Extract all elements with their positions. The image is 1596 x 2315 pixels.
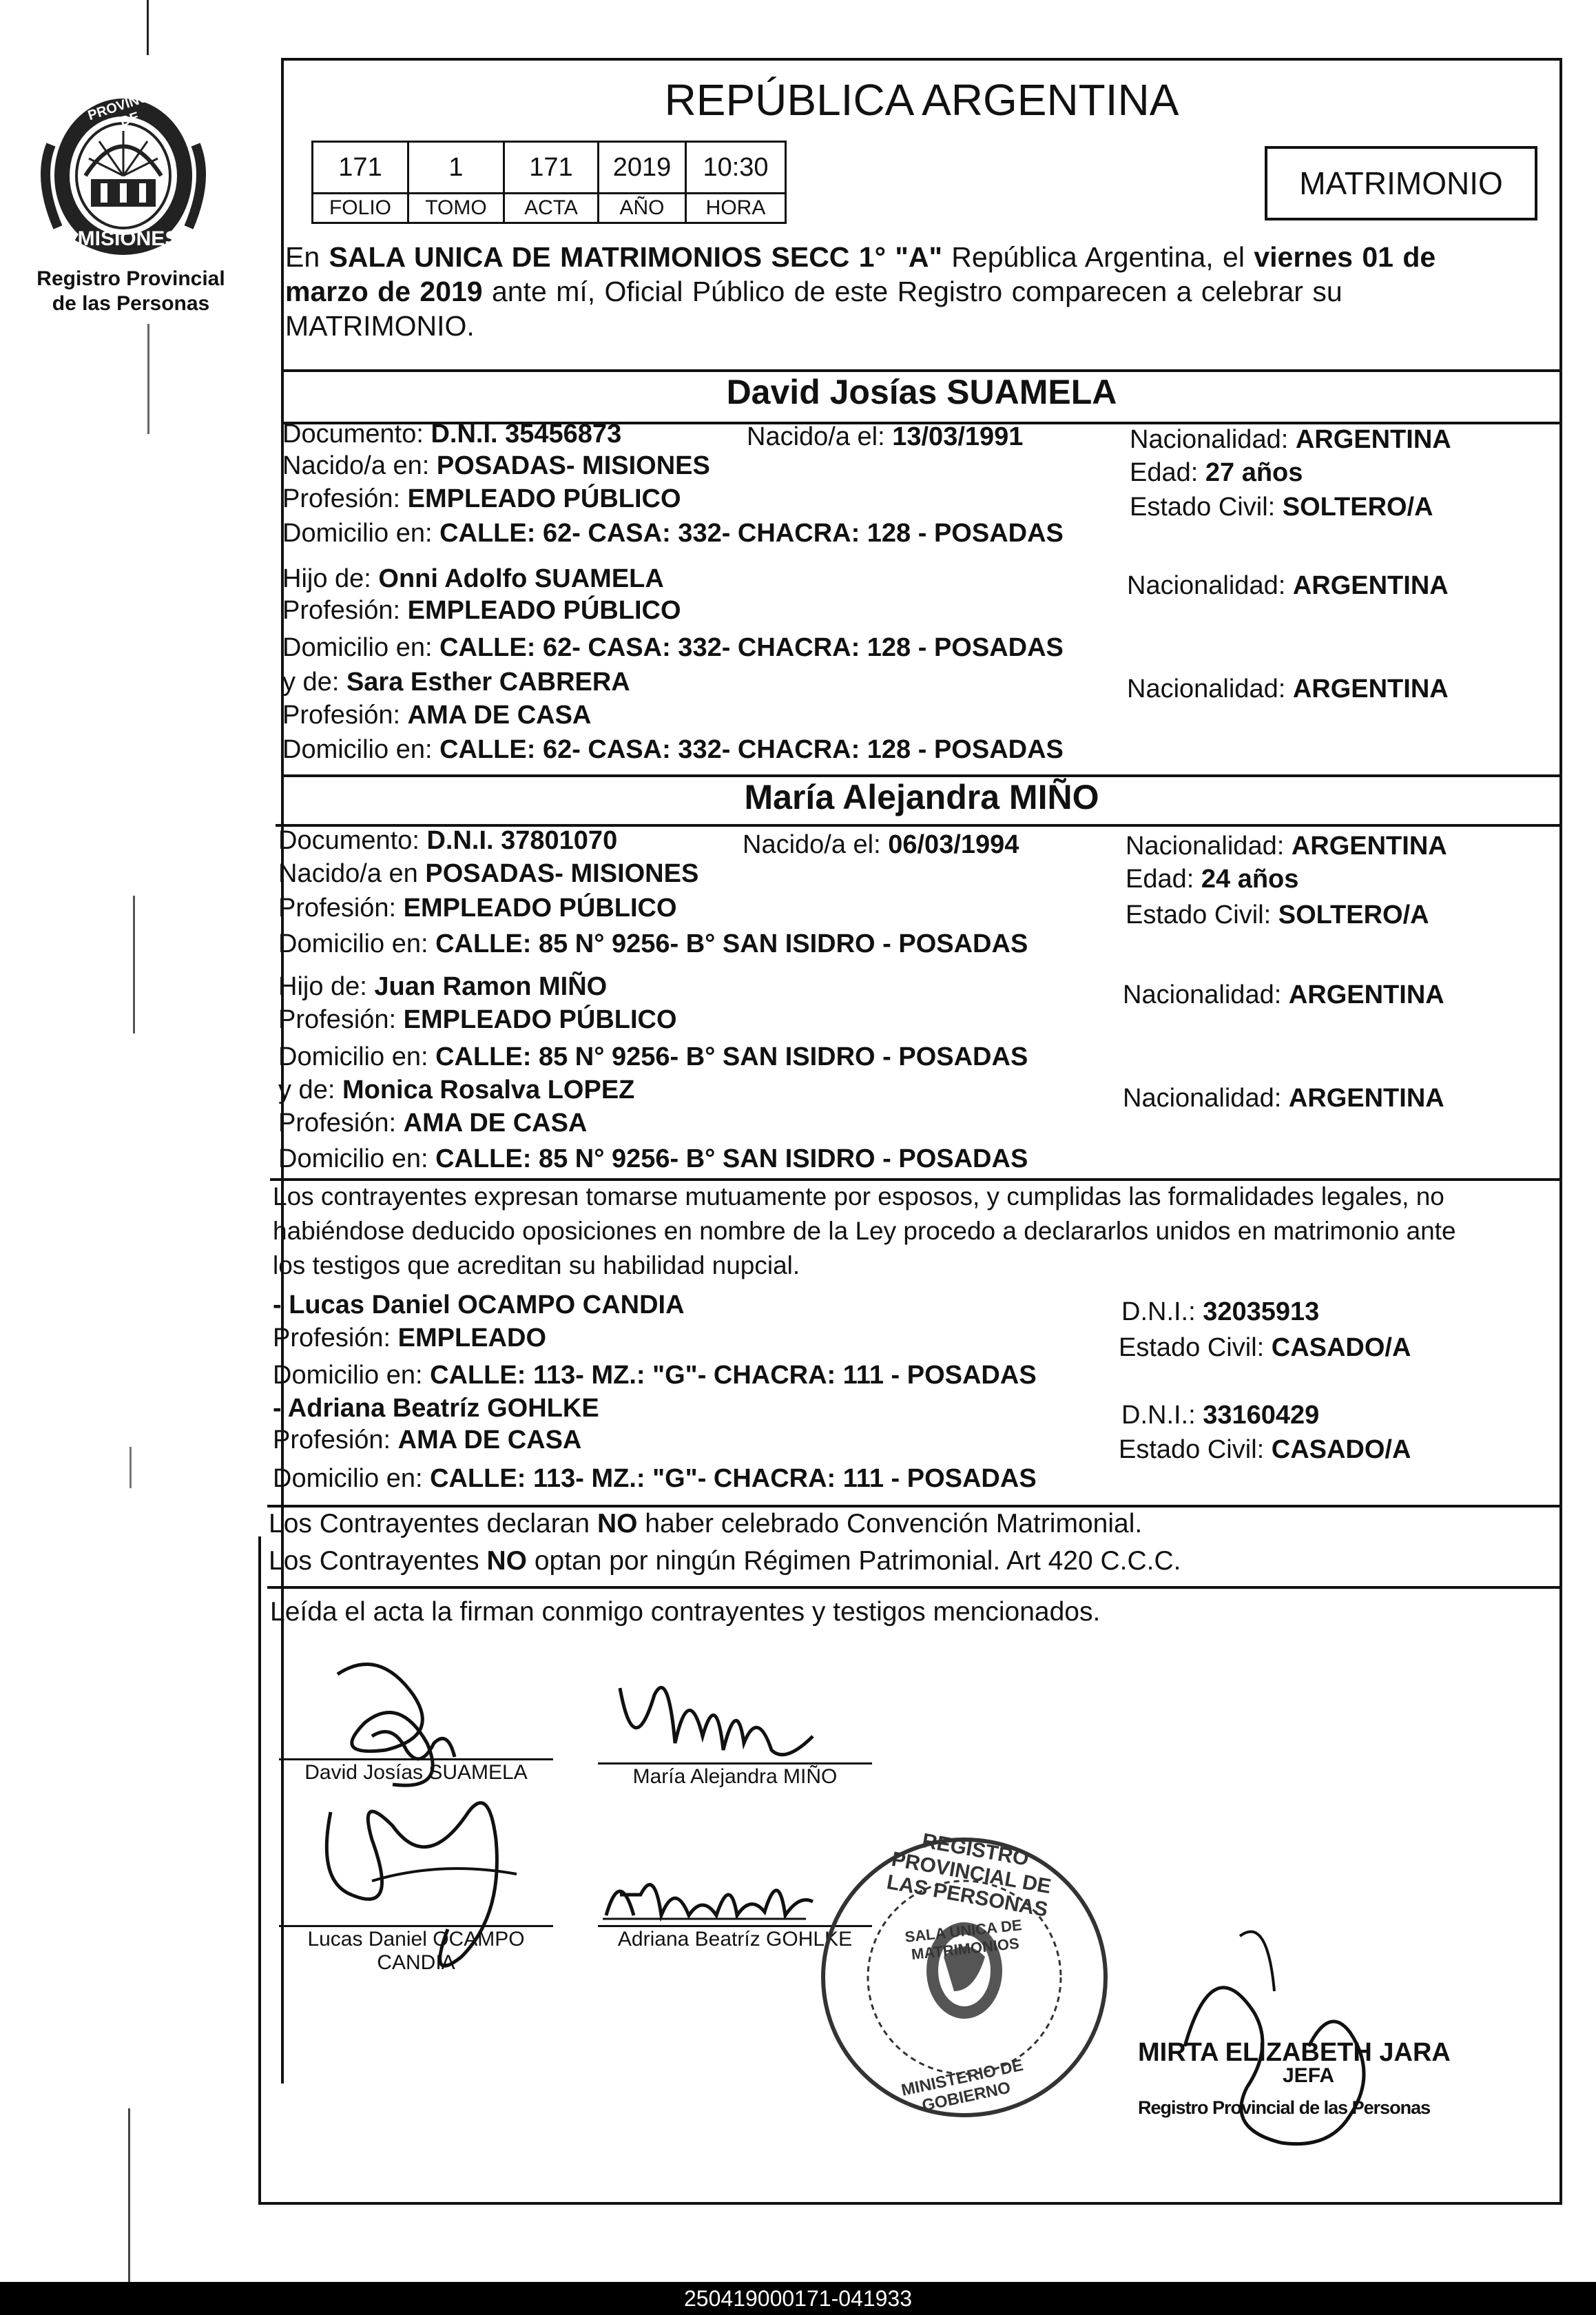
stamp-ring-text: REGISTRO PROVINCIAL DE LAS PERSONAS — [884, 1829, 1053, 1922]
contrayente2-name: María Alejandra MIÑO — [744, 778, 1099, 816]
c1-mother: y de: Sara Esther CABRERA — [282, 668, 630, 697]
frame-bottom-line — [258, 2202, 1562, 2205]
witness2-profession: Profesión: AMA DE CASA — [273, 1426, 582, 1454]
contrayente1-name: David Josías SUAMELA — [726, 373, 1117, 411]
frame-right-lower — [1559, 1592, 1562, 2205]
frame-left-lower — [258, 1536, 261, 2205]
signature-label-witness1-cont: CANDIA — [377, 1951, 455, 1974]
witness2-civil-status: Estado Civil: CASADO/A — [1119, 1435, 1411, 1464]
bride-signature — [606, 1667, 840, 1771]
footer-barcode-bar — [0, 2282, 1596, 2315]
declaration-paragraph — [273, 1180, 1456, 1283]
c1-mother-profession: Profesión: AMA DE CASA — [282, 701, 592, 730]
scan-artifact — [147, 0, 149, 55]
c2-document: Documento: D.N.I. 37801070 — [278, 826, 618, 855]
folio-label: FOLIO — [311, 192, 409, 224]
official-office: Registro Provincial de las Personas — [1138, 2097, 1431, 2118]
witness2-dni: D.N.I.: 33160429 — [1121, 1401, 1320, 1430]
official-signature — [1171, 1908, 1412, 2157]
scan-artifact — [128, 2108, 130, 2287]
witness1-address: Domicilio en: CALLE: 113- MZ.: "G"- CHACRA: 111 - POSADAS — [273, 1361, 1037, 1390]
witness1-profession: Profesión: EMPLEADO — [273, 1324, 547, 1352]
stamp-bottom-text: MINISTERIO DE GOBIERNO — [900, 2055, 1025, 2115]
barcode-number: 250419000171-041933 — [684, 2286, 912, 2311]
seal-top-text: PROVINCIA DE — [86, 85, 164, 130]
c1-mother-nationality: Nacionalidad: ARGENTINA — [1127, 675, 1449, 703]
witness1-civil-status: Estado Civil: CASADO/A — [1119, 1333, 1411, 1362]
scan-artifact — [133, 896, 135, 1033]
intro-text: ante mí, Oficial Público de este Registro comparecen a celebrar su — [482, 276, 1343, 307]
c2-birth-place: Nacido/a en POSADAS- MISIONES — [278, 859, 699, 888]
c2-dni: D.N.I. 37801070 — [426, 826, 618, 855]
c1-address: Domicilio en: CALLE: 62- CASA: 332- CHACRA: 128 - POSADAS — [282, 519, 1064, 548]
seal-bottom-text: MISIONES — [77, 227, 179, 250]
divider — [267, 1586, 1562, 1589]
c1-birth-date: Nacido/a el: 13/03/1991 — [747, 422, 1024, 451]
hora-value: 10:30 — [685, 141, 787, 194]
ceremony-date-part1: viernes 01 de — [1254, 241, 1436, 273]
registry-name-line1: Registro Provincial — [37, 267, 225, 290]
c2-father-address: Domicilio en: CALLE: 85 N° 9256- B° SAN ISIDRO - POSADAS — [278, 1042, 1028, 1071]
c1-age: Edad: 27 años — [1130, 458, 1303, 487]
signature-label-groom: David Josías SUAMELA — [304, 1761, 528, 1784]
acta-value: 171 — [503, 141, 599, 194]
witness1-name: - Lucas Daniel OCAMPO CANDIA — [273, 1290, 685, 1319]
c2-mother-profession: Profesión: AMA DE CASA — [278, 1109, 588, 1138]
c2-mother-address: Domicilio en: CALLE: 85 N° 9256- B° SAN ISIDRO - POSADAS — [278, 1144, 1028, 1173]
official-name: MIRTA ELIZABETH JARA — [1138, 2038, 1451, 2067]
declaration-line: habiéndose deducido oposiciones en nombre de la Ley procedo a declararlos unidos en matrimonio ante — [273, 1217, 1456, 1245]
intro-text: República Argentina, el — [942, 241, 1254, 273]
signature-label-witness1: Lucas Daniel OCAMPO — [307, 1928, 525, 1951]
c1-father-profession: Profesión: EMPLEADO PÚBLICO — [282, 596, 681, 625]
c1-father-address: Domicilio en: CALLE: 62- CASA: 332- CHACRA: 128 - POSADAS — [282, 633, 1064, 662]
declaration-line: Los contrayentes expresan tomarse mutuamente por esposos, y cumplidas las formalidades legales, no — [273, 1182, 1444, 1211]
folio-value: 171 — [311, 141, 409, 194]
witness2-address: Domicilio en: CALLE: 113- MZ.: "G"- CHACRA: 111 - POSADAS — [273, 1464, 1037, 1493]
witness2-signature — [599, 1853, 820, 1929]
c1-nationality: Nacionalidad: ARGENTINA — [1130, 425, 1451, 454]
c2-address: Domicilio en: CALLE: 85 N° 9256- B° SAN ISIDRO - POSADAS — [278, 929, 1028, 958]
c1-father: Hijo de: Onni Adolfo SUAMELA — [282, 564, 664, 593]
witness1-dni: D.N.I.: 32035913 — [1121, 1297, 1320, 1326]
scan-artifact — [147, 324, 149, 434]
patrimonial-regime-statement: Los Contrayentes NO optan por ningún Régimen Patrimonial. Art 420 C.C.C. — [269, 1546, 1181, 1576]
witness2-name: - Adriana Beatríz GOHLKE — [273, 1394, 599, 1423]
c1-document: Documento: D.N.I. 35456873 — [282, 420, 622, 449]
c1-dni: D.N.I. 35456873 — [431, 420, 622, 449]
ceremony-date-part2: marzo de 2019 — [285, 276, 483, 307]
signature-label-bride: María Alejandra MIÑO — [632, 1765, 838, 1788]
c2-father: Hijo de: Juan Ramon MIÑO — [278, 972, 608, 1001]
closing-statement: Leída el acta la firman conmigo contrayentes y testigos mencionados. — [270, 1597, 1101, 1627]
c2-nationality: Nacionalidad: ARGENTINA — [1126, 832, 1447, 861]
c1-profession: Profesión: EMPLEADO PÚBLICO — [282, 484, 681, 513]
c2-mother-nationality: Nacionalidad: ARGENTINA — [1123, 1084, 1444, 1113]
intro-text: En — [285, 241, 329, 273]
c2-birth-date: Nacido/a el: 06/03/1994 — [743, 830, 1019, 859]
c1-mother-address: Domicilio en: CALLE: 62- CASA: 332- CHACRA: 128 - POSADAS — [282, 735, 1064, 764]
anio-value: 2019 — [597, 141, 687, 194]
c2-profession: Profesión: EMPLEADO PÚBLICO — [278, 894, 677, 923]
ceremony-place: SALA UNICA DE MATRIMONIOS SECC 1° "A" — [329, 241, 942, 273]
c1-birth-place: Nacido/a en: POSADAS- MISIONES — [282, 451, 710, 480]
tomo-label: TOMO — [407, 192, 505, 224]
stamp-inner-text: SALA UNICA DE MATRIMONIOS — [904, 1916, 1023, 1964]
groom-and-witness1-signatures — [289, 1654, 579, 1984]
c2-father-nationality: Nacionalidad: ARGENTINA — [1123, 980, 1444, 1009]
act-type-box: MATRIMONIO — [1265, 146, 1537, 220]
registry-name-line2: de las Personas — [52, 292, 210, 315]
document-title: REPÚBLICA ARGENTINA — [664, 75, 1179, 125]
c2-mother: y de: Monica Rosalva LOPEZ — [278, 1076, 635, 1104]
c2-father-profession: Profesión: EMPLEADO PÚBLICO — [278, 1005, 677, 1034]
c1-civil-status: Estado Civil: SOLTERO/A — [1130, 493, 1433, 522]
convention-statement: Los Contrayentes declaran NO haber celebrado Convención Matrimonial. — [269, 1509, 1143, 1539]
official-stamp — [813, 1826, 1116, 2129]
anio-label: AÑO — [597, 192, 687, 224]
declaration-line: los testigos que acreditan su habilidad nupcial. — [273, 1251, 800, 1279]
intro-text-end: MATRIMONIO. — [285, 310, 475, 342]
c2-civil-status: Estado Civil: SOLTERO/A — [1126, 901, 1429, 929]
tomo-value: 1 — [407, 141, 505, 194]
acta-label: ACTA — [503, 192, 599, 224]
hora-label: HORA — [685, 192, 787, 224]
scan-artifact — [129, 1447, 132, 1488]
intro-paragraph — [285, 240, 1559, 343]
c1-father-nationality: Nacionalidad: ARGENTINA — [1127, 571, 1449, 600]
official-title: JEFA — [1283, 2064, 1335, 2087]
signature-label-witness2: Adriana Beatríz GOHLKE — [617, 1928, 853, 1951]
c2-age: Edad: 24 años — [1126, 865, 1299, 894]
